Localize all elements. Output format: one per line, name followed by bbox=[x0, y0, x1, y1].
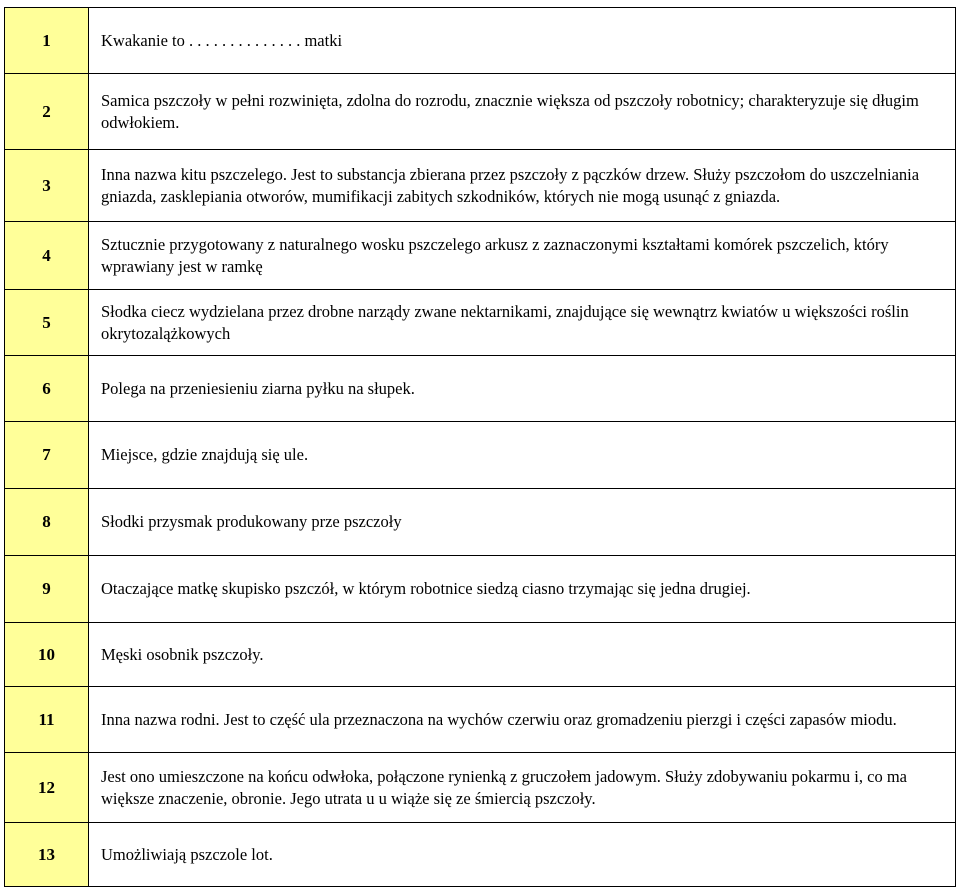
row-number: 8 bbox=[5, 489, 89, 556]
clues-table bbox=[4, 7, 956, 887]
row-number: 12 bbox=[5, 753, 89, 823]
row-text: Inna nazwa rodni. Jest to część ula przeznaczona na wychów czerwiu oraz gromadzeniu pierzgi i części zapasów miodu. bbox=[89, 687, 956, 753]
row-number: 11 bbox=[5, 687, 89, 753]
row-number: 5 bbox=[5, 290, 89, 356]
row-text: Męski osobnik pszczoły. bbox=[89, 623, 956, 687]
table-row bbox=[5, 687, 956, 753]
row-text: Polega na przeniesieniu ziarna pyłku na słupek. bbox=[89, 356, 956, 422]
row-number: 7 bbox=[5, 422, 89, 489]
row-text: Sztucznie przygotowany z naturalnego wosku pszczelego arkusz z zaznaczonymi kształtami komórek pszczelich, który wprawiany jest w ramkę bbox=[89, 222, 956, 290]
table-row bbox=[5, 556, 956, 623]
row-number: 13 bbox=[5, 823, 89, 887]
table-row bbox=[5, 356, 956, 422]
row-text: Otaczające matkę skupisko pszczół, w którym robotnice siedzą ciasno trzymając się jedna drugiej. bbox=[89, 556, 956, 623]
table-row bbox=[5, 74, 956, 150]
row-text: Umożliwiają pszczole lot. bbox=[89, 823, 956, 887]
row-text: Słodki przysmak produkowany prze pszczoły bbox=[89, 489, 956, 556]
row-number: 2 bbox=[5, 74, 89, 150]
table-row bbox=[5, 753, 956, 823]
row-number: 3 bbox=[5, 150, 89, 222]
table-row bbox=[5, 290, 956, 356]
table-row bbox=[5, 623, 956, 687]
table-row bbox=[5, 823, 956, 887]
row-text: Miejsce, gdzie znajdują się ule. bbox=[89, 422, 956, 489]
row-text: Słodka ciecz wydzielana przez drobne narządy zwane nektarnikami, znajdujące się wewnątrz kwiatów u większości roślin okrytozalążkowych bbox=[89, 290, 956, 356]
table-row bbox=[5, 422, 956, 489]
row-number: 9 bbox=[5, 556, 89, 623]
row-text: Kwakanie to . . . . . . . . . . . . . . matki bbox=[89, 8, 956, 74]
row-text: Jest ono umieszczone na końcu odwłoka, połączone rynienką z gruczołem jadowym. Służy zdobywaniu pokarmu i, co ma większe znaczenie, obronie. Jego utrata u u wiąże się ze śmiercią pszczoły. bbox=[89, 753, 956, 823]
table-row bbox=[5, 8, 956, 74]
row-number: 6 bbox=[5, 356, 89, 422]
row-text: Inna nazwa kitu pszczelego. Jest to substancja zbierana przez pszczoły z pączków drzew. Służy pszczołom do uszczelniania gniazda, zasklepiania otworów, mumifikacji zabitych szkodników, których nie mogą usunąć z gniazda. bbox=[89, 150, 956, 222]
table-row bbox=[5, 222, 956, 290]
row-number: 4 bbox=[5, 222, 89, 290]
row-number: 10 bbox=[5, 623, 89, 687]
table-row bbox=[5, 489, 956, 556]
row-text: Samica pszczoły w pełni rozwinięta, zdolna do rozrodu, znacznie większa od pszczoły robotnicy; charakteryzuje się długim odwłokiem. bbox=[89, 74, 956, 150]
table-row bbox=[5, 150, 956, 222]
row-number: 1 bbox=[5, 8, 89, 74]
